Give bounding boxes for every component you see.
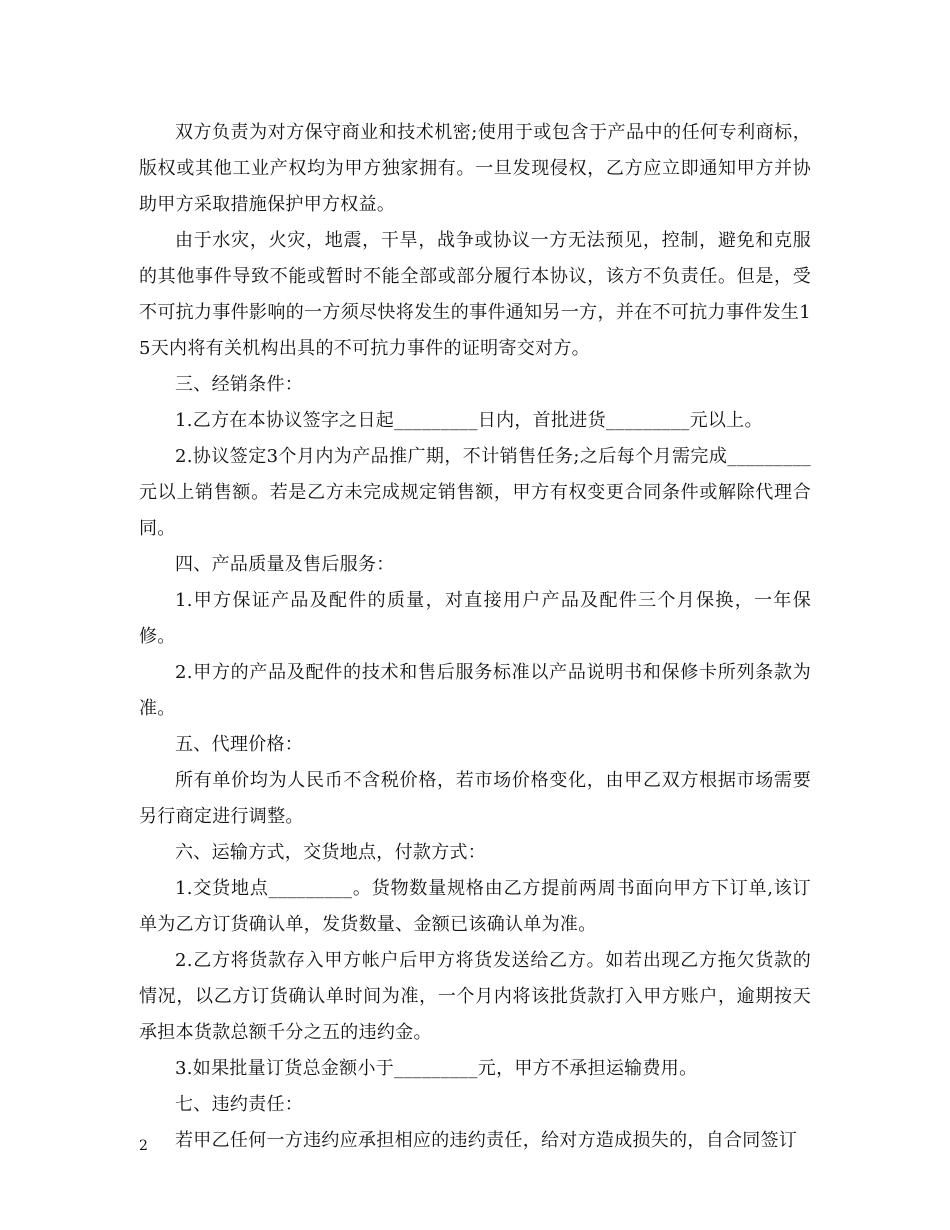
section-heading-distribution-terms: 三、经销条件： [175,374,304,395]
clause-first-purchase: 1.乙方在本协议签字之日起_________日内，首批进货_________元以上。 [175,410,763,431]
clause-payment-terms: 2.乙方将货款存入甲方帐户后甲方将货发送给乙方。如若出现乙方拖欠货款的情况，以乙方订货确认单时间为准，一个月内将该批货款打入甲方账户，逾期按天承担本货款总额千分之五的违约金。 [139,950,811,1043]
section-heading-breach-liability: 七、违约责任： [175,1094,304,1115]
clause-delivery-location: 1.交货地点_________。货物数量规格由乙方提前两周书面向甲方下订单,该订单为乙方订货确认单，发货数量、金额已该确认单为准。 [139,878,811,935]
section-heading-agency-price: 五、代理价格： [175,734,304,755]
clause-sales-target: 2.协议签定3个月内为产品推广期，不计销售任务;之后每个月需完成_________元以上销售额。若是乙方未完成规定销售额，甲方有权变更合同条件或解除代理合同。 [139,446,811,539]
page-number: 2 [139,1138,148,1154]
document-body [139,115,811,1159]
clause-service-standard: 2.甲方的产品及配件的技术和售后服务标准以产品说明书和保修卡所列条款为准。 [139,662,811,719]
paragraph-force-majeure: 由于水灾，火灾，地震，干旱，战争或协议一方无法预见，控制，避免和克服的其他事件导致不能或暂时不能全部或部分履行本协议，该方不负责任。但是，受不可抗力事件影响的一方须尽快将发生的事件通知另一方，并在不可抗力事件发生15天内将有关机构出具的不可抗力事件的证明寄交对方。 [139,230,811,359]
paragraph-pricing: 所有单价均为人民币不含税价格，若市场价格变化，由甲乙双方根据市场需要另行商定进行调整。 [139,770,811,827]
section-heading-quality-service: 四、产品质量及售后服务： [175,554,395,575]
paragraph-confidentiality: 双方负责为对方保守商业和技术机密;使用于或包含于产品中的任何专利商标，版权或其他工业产权均为甲方独家拥有。一旦发现侵权，乙方应立即通知甲方并协助甲方采取措施保护甲方权益。 [139,122,811,215]
clause-shipping-cost: 3.如果批量订货总金额小于_________元，甲方不承担运输费用。 [175,1058,698,1079]
clause-quality-guarantee: 1.甲方保证产品及配件的质量，对直接用户产品及配件三个月保换，一年保修。 [139,590,811,647]
section-heading-transport-payment: 六、运输方式，交货地点，付款方式： [175,842,487,863]
paragraph-breach-liability: 若甲乙任何一方违约应承担相应的违约责任，给对方造成损失的，自合同签订 [175,1130,798,1151]
